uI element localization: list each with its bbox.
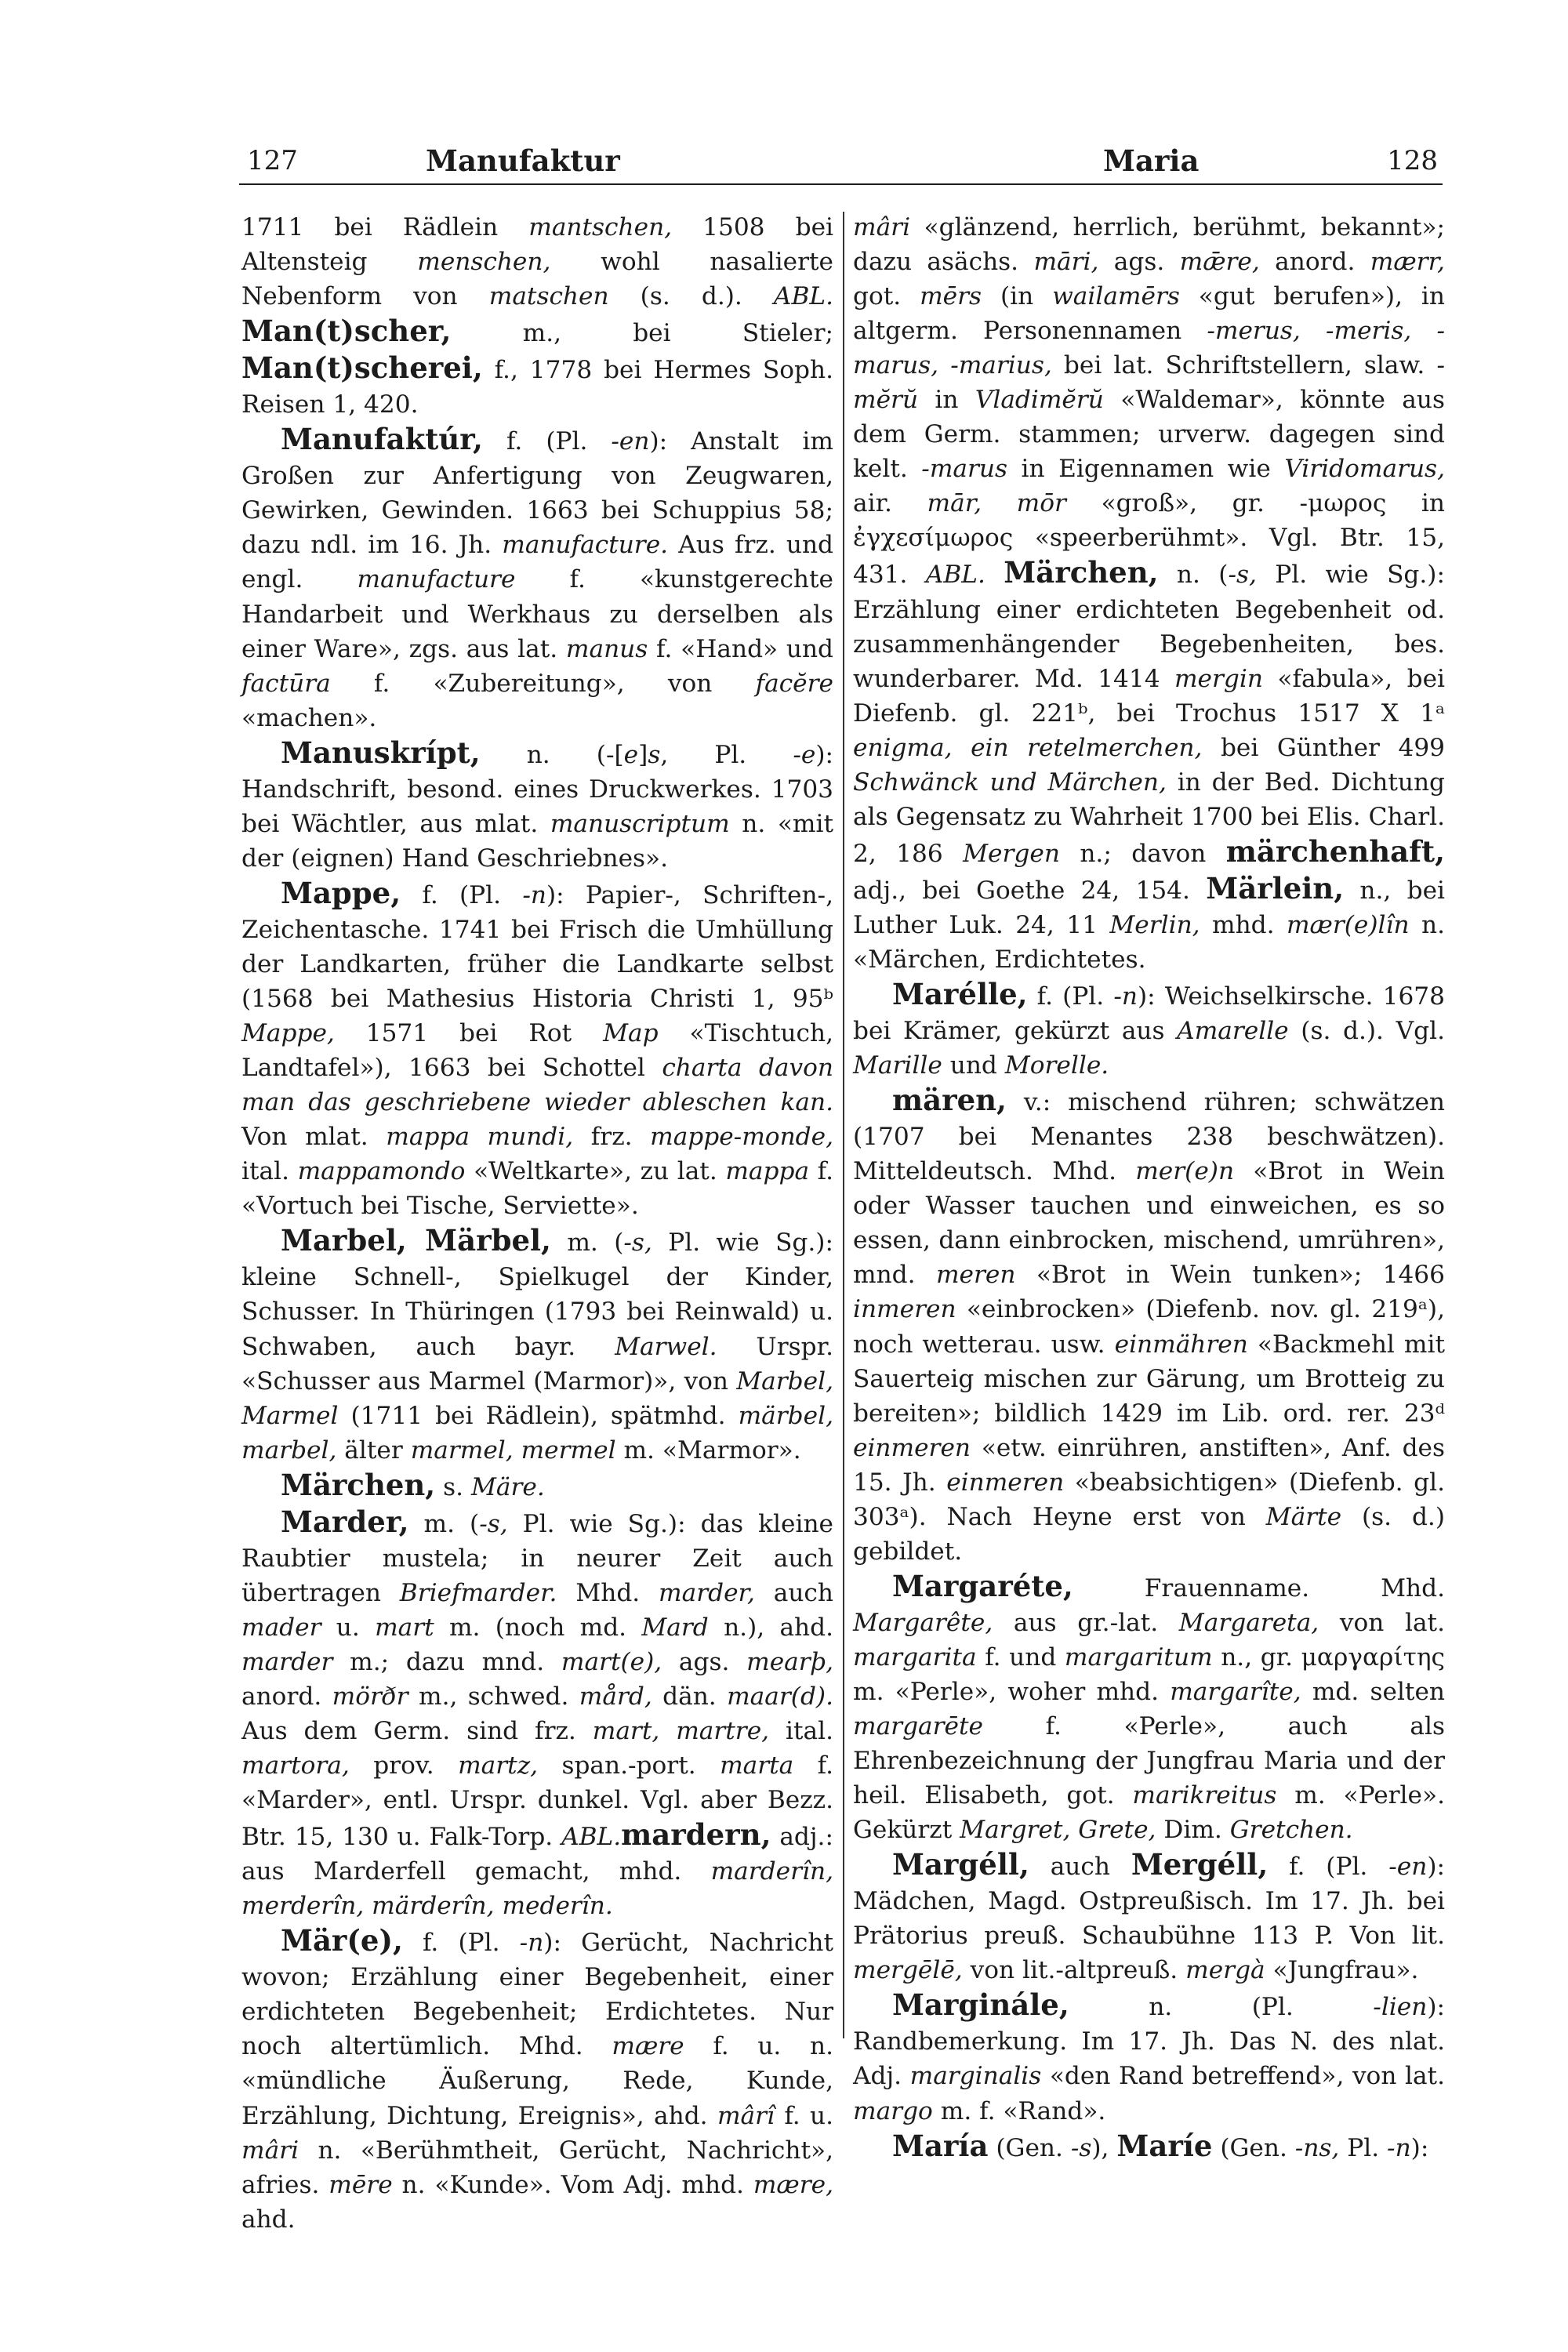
- guide-word-left: Manufaktur: [426, 143, 620, 178]
- running-header: [239, 141, 1443, 185]
- headword-mantscherei: Man(t)scherei,: [241, 350, 483, 386]
- entry-maeren: mären, v.: mischend rühren; schwätzen (1707 bei Menantes 238 beschwätzen). Mitteldeutsch. Mhd. mer(e)n «Brot in Wein oder Wasser tauchen und einweichen, es so essen, dann einbrocken, mischend, umrühren», mnd. meren «Brot in Wein tunken»; 1466 inmeren «einbrocken» (Diefenb. nov. gl. 219ᵃ), noch wetterau. usw. einmähren «Backmehl mit Sauerteig mischen zur Gärung, um Brotteig zu bereiten»; bildlich 1429 im Lib. ord. rer. 23ᵈ einmeren «etw. einrühren, anstiften», Anf. des 15. Jh. einmeren «beabsichtigen» (Diefenb. gl. 303ᵃ). Nach Heyne erst von Märte (s. d.) gebildet.: [853, 1083, 1445, 1566]
- headword-maerlein: Märlein,: [1206, 870, 1345, 906]
- entry-margarete: Margaréte, Frauenname. Mhd. Margarête, aus gr.-lat. Margareta, von lat. margarita f. und margaritum n., gr. μαργαρίτης m. «Perle», woher mhd. margarîte, md. selten margarēte f. «Perle», auch als Ehrenbezeichnung der Jungfrau Maria und der heil. Elisabeth, got. marikreitus m. «Perle». Gekürzt Margret, Grete, Dim. Gretchen.: [853, 1568, 1445, 1845]
- headword-marie: Maríe: [1116, 2128, 1213, 2163]
- headword-maeren: mären,: [892, 1083, 1007, 1118]
- entry-margell: Margéll, auch Mergéll, f. (Pl. -en): Mädchen, Magd. Ostpreußisch. Im 17. Jh. bei Prätorius preuß. Schaubühne 113 P. Von lit. mergēlē, von lit.-altpreuß. mergà «Jungfrau».: [853, 1847, 1445, 1985]
- entry-manuskript: Manuskrípt, n. (-[e]s, Pl. -e): Handschrift, besond. eines Druckwerkes. 1703 bei Wächtler, aus mlat. manuscriptum n. «mit der (eignen) Hand Geschriebnes».: [241, 735, 833, 873]
- entry-mappe: Mappe, f. (Pl. -n): Papier-, Schriften-, Zeichentasche. 1741 bei Frisch die Umhüllung der Landkarten, früher die Landkarte selbst (1568 bei Mathesius Historia Christi 1, 95ᵇ Mappe, 1571 bei Rot Map «Tischtuch, Landtafel»), 1663 bei Schottel charta davon man das geschriebene wieder ableschen kan. Von mlat. mappa mundi, frz. mappe-monde, ital. mappamondo «Weltkarte», zu lat. mappa f. «Vortuch bei Tische, Serviette».: [241, 875, 834, 1221]
- headword-manuskript: Manuskrípt,: [281, 735, 481, 770]
- entry-maria: María (Gen. -s), Maríe (Gen. -ns, Pl. -n):: [892, 2128, 1429, 2163]
- column-divider: [843, 212, 844, 2038]
- headword-mergell: Mergéll,: [1131, 1847, 1269, 1882]
- page-number-left: 127: [247, 145, 298, 176]
- guide-word-right: Maria: [1103, 143, 1200, 178]
- headword-mappe: Mappe,: [281, 875, 401, 910]
- headword-margell: Margéll,: [892, 1847, 1029, 1882]
- entry-marginale: Marginále, n. (Pl. -lien): Randbemerkung. Im 17. Jh. Das N. des nlat. Adj. marginalis «den Rand betreffend», von lat. margo m. f. «Rand».: [853, 1987, 1445, 2125]
- entry-continuation-manscher: 1711 bei Rädlein mantschen, 1508 bei Altensteig menschen, wohl nasalierte Nebenform von matschen (s. d.). ABL. Man(t)scher, m., bei Stieler; Man(t)scherei, f., 1778 bei Hermes Soph. Reisen 1, 420.: [241, 213, 834, 419]
- headword-margarete: Margaréte,: [892, 1568, 1073, 1603]
- headword-marder: Marder,: [281, 1504, 409, 1539]
- page-number-right: 128: [1387, 145, 1438, 176]
- entry-maere: Mär(e), f. (Pl. -n): Gerücht, Nachricht wovon; Erzählung einer Begebenheit, einer erdichteten Begebenheit; Erdichtetes. Nur noch altertümlich. Mhd. mære f. u. n. «mündliche Äußerung, Rede, Kunde, Erzählung, Dichtung, Ereignis», ahd. mârî f. u. mâri n. «Berühmtheit, Gerücht, Nachricht», afries. mēre n. «Kunde». Vom Adj. mhd. mære, ahd.: [241, 1923, 833, 2234]
- headword-marbel: Marbel, Märbel,: [281, 1223, 551, 1258]
- headword-marelle: Marélle,: [892, 977, 1028, 1012]
- headword-maerchen: Märchen,: [1004, 555, 1159, 590]
- headword-marginale: Marginále,: [892, 1987, 1069, 2023]
- column-right: [853, 210, 1445, 2165]
- entry-marelle: Marélle, f. (Pl. -n): Weichselkirsche. 1678 bei Krämer, gekürzt aus Amarelle (s. d.). Vgl. Marille und Morelle.: [853, 977, 1445, 1080]
- entry-marbel: Marbel, Märbel, m. (-s, Pl. wie Sg.): kleine Schnell-, Spielkugel der Kinder, Schusser. In Thüringen (1793 bei Reinwald) u. Schwaben, auch bayr. Marwel. Urspr. «Schusser aus Marmel (Marmor)», von Marbel, Marmel (1711 bei Rädlein), spätmhd. märbel, marbel, älter marmel, mermel m. «Marmor».: [241, 1223, 833, 1465]
- headword-manufaktur: Manufaktúr,: [281, 422, 483, 457]
- entry-manufaktur: Manufaktúr, f. (Pl. -en): Anstalt im Großen zur Anfertigung von Zeugwaren, Gewirken, Gewinden. 1663 bei Schuppius 58; dazu ndl. im 16. Jh. manufacture. Aus frz. und engl. manufacture f. «kunstgerechte Handarbeit und Werkhaus zu derselben als einer Ware», zgs. aus lat. manus f. «Hand» und factūra f. «Zubereitung», von facĕre «machen».: [241, 422, 833, 732]
- headword-manscher: Man(t)scher,: [241, 314, 452, 349]
- entry-continuation-maere: mâri «glänzend, herrlich, berühmt, bekannt»; dazu asächs. māri, ags. mǣre, anord. mærr, got. mērs (in wailamērs «gut berufen»), in altgerm. Personennamen -merus, -meris, -marus, -marius, bei lat. Schriftstellern, slaw. -mĕrŭ in Vladimĕrŭ «Waldemar», könnte aus dem Germ. stammen; urverw. dagegen sind kelt. -marus in Eigennamen wie Viridomarus, air. mār, mōr «groß», gr. -μωρος in ἐγχεσίμωρος «speerberühmt». Vgl. Btr. 15, 431. ABL. Märchen, n. (-s, Pl. wie Sg.): Erzählung einer erdichteten Begebenheit od. zusammenhängender Begebenheiten, bes. wunderbarer. Md. 1414 mergin «fabula», bei Diefenb. gl. 221ᵇ, bei Trochus 1517 X 1ᵃ enigma, ein retelmerchen, bei Günther 499 Schwänck und Märchen, in der Bed. Dichtung als Gegensatz zu Wahrheit 1700 bei Elis. Charl. 2, 186 Mergen n.; davon märchenhaft, adj., bei Goethe 24, 154. Märlein, n., bei Luther Luk. 24, 11 Merlin, mhd. mær(e)lîn n. «Märchen, Erdichtetes.: [853, 213, 1446, 974]
- headword-maerchenhaft: märchenhaft,: [1225, 833, 1445, 869]
- column-left: [241, 210, 833, 2237]
- headword-maerchen-ref: Märchen,: [281, 1467, 436, 1502]
- headword-mardern: mardern,: [621, 1817, 771, 1853]
- headword-maria: María: [892, 2128, 989, 2163]
- entry-marder: Marder, m. (-s, Pl. wie Sg.): das kleine Raubtier mustela; in neurer Zeit auch übertragen Briefmarder. Mhd. marder, auch mader u. mart m. (noch md. Mard n.), ahd. marder m.; dazu mnd. mart(e), ags. mearþ, anord. mörðr m., schwed. mård, dän. maar(d). Aus dem Germ. sind frz. mart, martre, ital. martora, prov. martz, span.-port. marta f. «Marder», entl. Urspr. dunkel. Vgl. aber Bezz. Btr. 15, 130 u. Falk-Torp. ABL.mardern, adj.: aus Marderfell gemacht, mhd. marderîn, merderîn, märderîn, mederîn.: [241, 1504, 834, 1921]
- entry-maerchen-ref: Märchen, s. Märe.: [281, 1467, 545, 1502]
- headword-maere: Mär(e),: [281, 1923, 403, 1958]
